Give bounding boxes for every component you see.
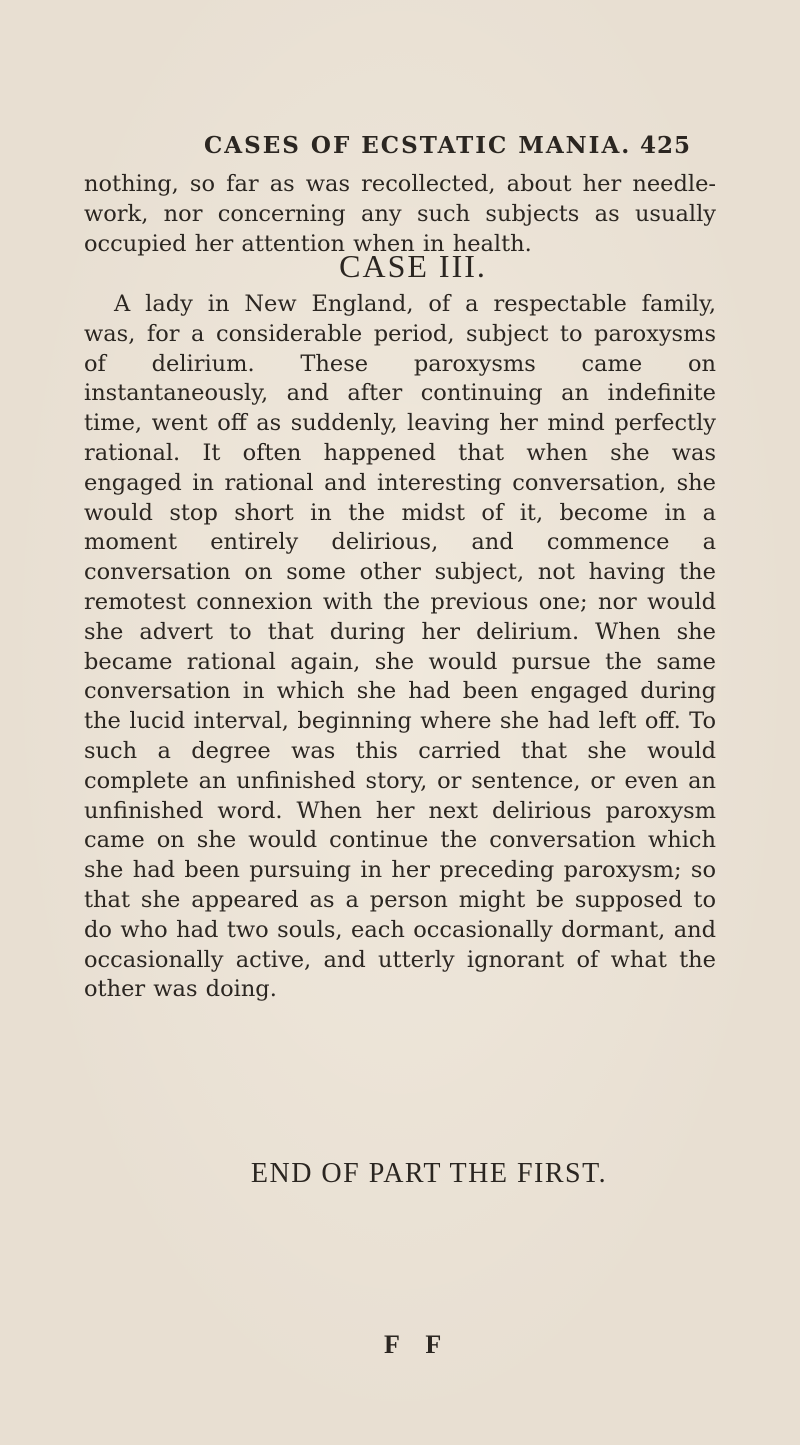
case-paragraph — [84, 290, 716, 1005]
case-heading: CASE III. — [339, 248, 487, 284]
end-of-part-heading: END OF PART THE FIRST. — [250, 1158, 608, 1189]
running-head — [204, 132, 704, 172]
running-title: CASES OF ECSTATIC MANIA. — [204, 132, 632, 159]
continuation-paragraph-text: nothing, so far as was recollected, about her needle-work, nor concerning any such subjects as usually occupied her attention when in health. — [84, 171, 716, 257]
continuation-paragraph — [84, 170, 716, 259]
case-paragraph-text: A lady in New England, of a respectable family, was, for a considerable period, subject to paroxysms of delirium. These paroxysms came on instantaneously, and after continuing an indefinite time, went off as suddenly, leaving her mind perfectly rational. It often happened that when she was engaged in rational and interesting conversation, she would stop short in the midst of it, become in a moment entirely delirious, and commence a conversation on some other subject, not having the remotest connexion with the previous one; nor would she advert to that during her delirium. When she became rational again, she would pursue the same conversation in which she had been engaged during the lucid interval, beginning where she had left off. To such a degree was this carried that she would complete an unfinished story, or sentence, or even an unfinished word. When her next delirious paroxysm came on she would continue the conversation which she had been pursuing in her preceding paroxysm; so that she appeared as a person might be supposed to do who had two souls, each occasionally dormant, and occasionally active, and utterly ignorant of what the other was doing. — [84, 291, 716, 1003]
page-number: 425 — [640, 132, 692, 159]
printer-signature-mark: F F — [384, 1330, 452, 1359]
